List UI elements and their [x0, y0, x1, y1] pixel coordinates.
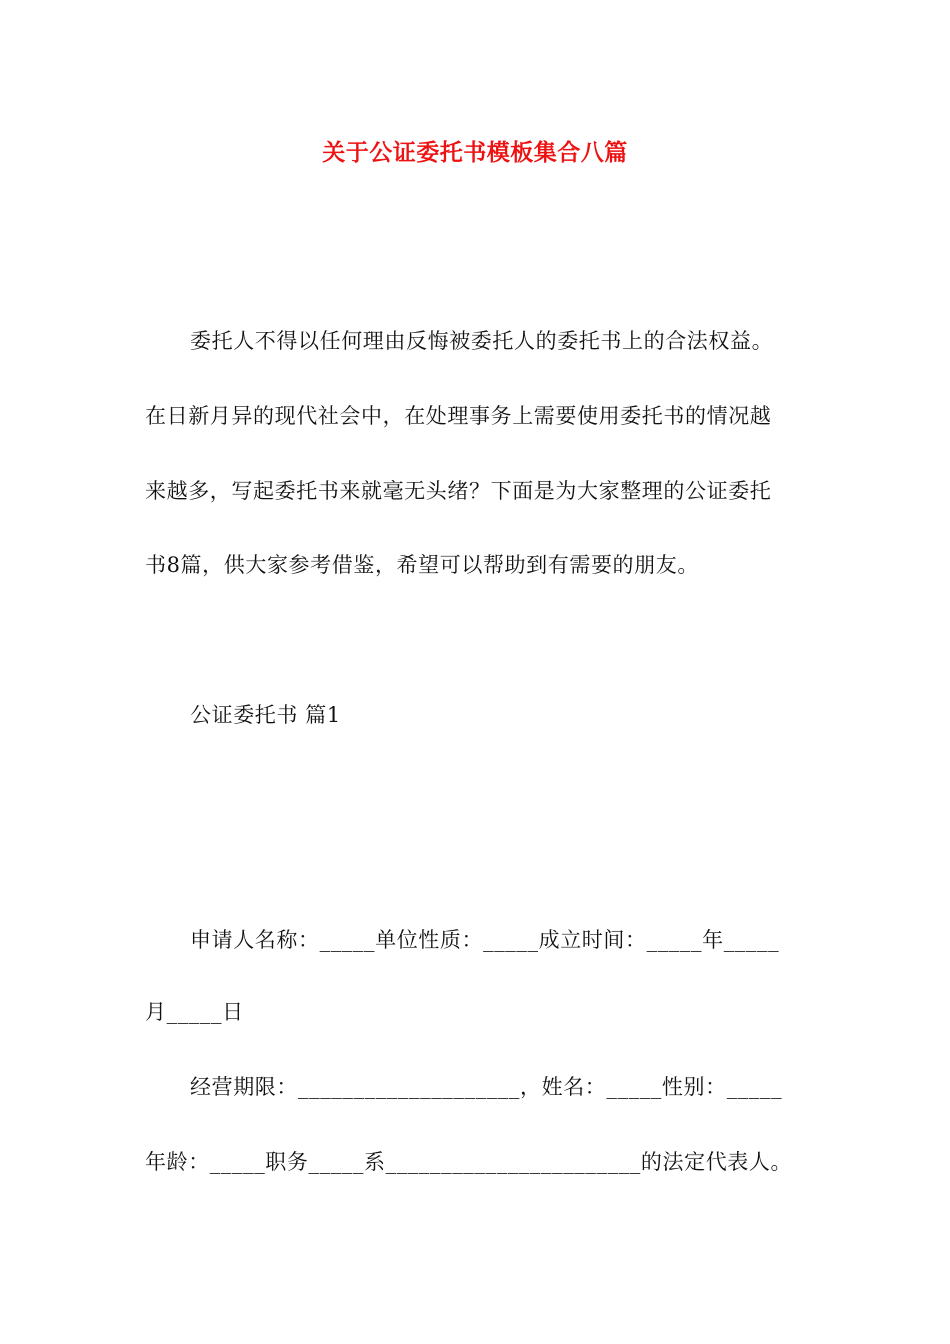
- form-line-4: 年龄：_____职务_____系_______________________的法定代表人。: [145, 1150, 793, 1174]
- form-line-3: 经营期限：____________________，姓名：_____性别：_____: [190, 1075, 783, 1099]
- intro-line-4: 书8篇，供大家参考借鉴，希望可以帮助到有需要的朋友。: [145, 553, 699, 577]
- section-heading: 公证委托书 篇1: [190, 703, 341, 727]
- form-line-1: 申请人名称：_____单位性质：_____成立时间：_____年_____: [190, 928, 780, 952]
- form-line-2: 月_____日: [145, 1000, 244, 1024]
- intro-line-2: 在日新月异的现代社会中，在处理事务上需要使用委托书的情况越: [145, 404, 772, 428]
- intro-line-3: 来越多，写起委托书来就毫无头绪？下面是为大家整理的公证委托: [145, 479, 772, 503]
- document-title: 关于公证委托书模板集合八篇: [322, 139, 628, 166]
- intro-line-1: 委托人不得以任何理由反悔被委托人的委托书上的合法权益。: [190, 329, 774, 353]
